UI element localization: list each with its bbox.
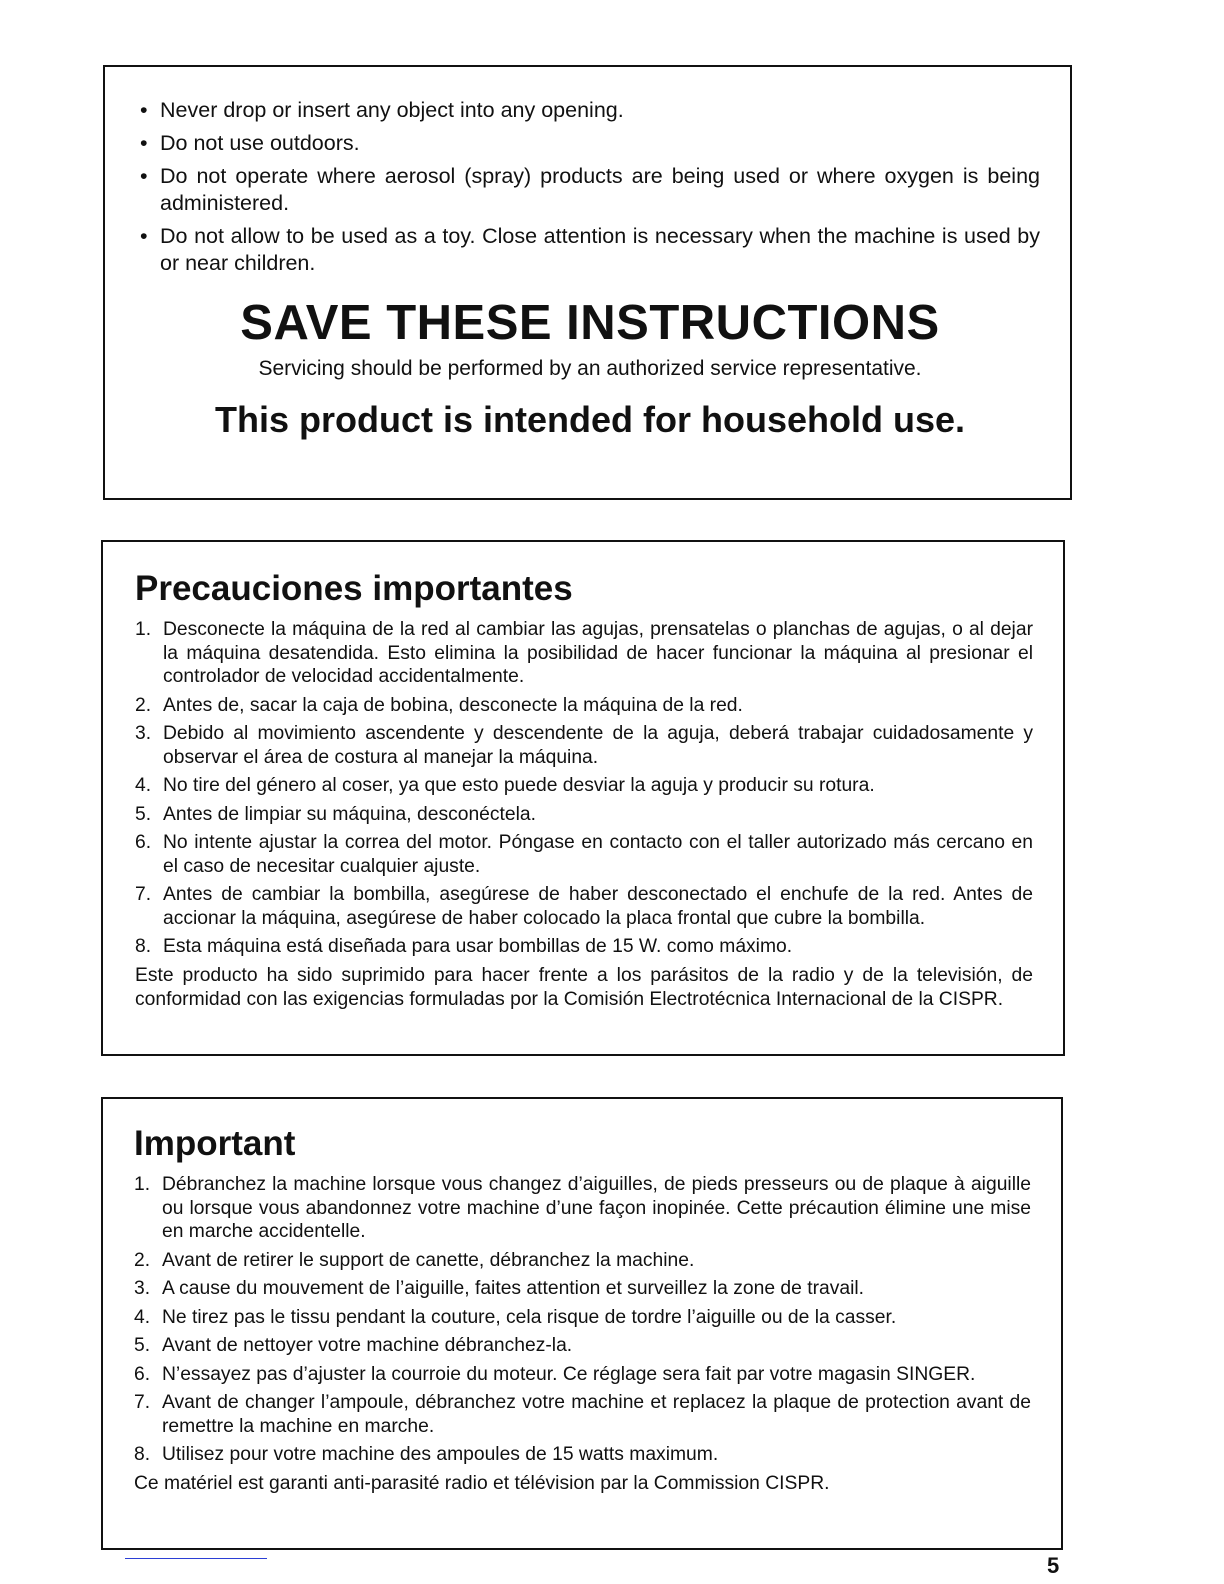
bullet-text: Do not use outdoors.	[160, 131, 360, 155]
list-item	[135, 774, 1033, 798]
item-text: Avant de nettoyer votre machine débranchez-la.	[162, 1335, 573, 1356]
item-text: Antes de, sacar la caja de bobina, desconecte la máquina de la red.	[163, 694, 743, 716]
bullet-item-no-aerosol	[140, 163, 1040, 217]
bullet-dot-icon: •	[140, 164, 148, 188]
household-use-notice: This product is intended for household use.	[214, 399, 966, 440]
list-item	[134, 1173, 1031, 1244]
item-number: 3.	[135, 723, 152, 744]
item-number: 5.	[135, 803, 152, 825]
item-number: 7.	[134, 1392, 151, 1413]
list-item	[134, 1363, 1031, 1387]
bullet-dot-icon: •	[140, 98, 148, 122]
list-item	[134, 1391, 1031, 1438]
item-number: 3.	[134, 1278, 151, 1299]
spanish-heading: Precauciones importantes	[135, 569, 573, 608]
item-text: A cause du mouvement de l’aiguille, faites attention et surveillez la zone de travail.	[162, 1278, 865, 1299]
bullet-text: Do not operate where aerosol (spray) products are being used or where oxygen is being administered.	[160, 164, 1040, 215]
french-important-list	[134, 1173, 1031, 1467]
item-text: Debido al movimiento ascendente y descendente de la aguja, deberá trabajar cuidadosamente y observar el área de costura al manejar la máquina.	[163, 723, 1033, 768]
item-number: 1.	[134, 1174, 151, 1195]
bullet-item-no-insert	[140, 97, 1040, 124]
item-text: Desconecte la máquina de la red al cambiar las agujas, prensatelas o planchas de agujas, o al dejar la máquina desatendida. Esto elimina la posibilidad de hacer funcionar la máquina al presionar el controlador de velocidad accidentalmente.	[163, 619, 1033, 687]
item-text: Avant de changer l’ampoule, débranchez votre machine et replacez la plaque de protection avant de remettre la machine en marche.	[162, 1392, 1031, 1437]
item-text: N’essayez pas d’ajuster la courroie du moteur. Ce réglage sera fait par votre magasin SINGER.	[162, 1363, 976, 1385]
french-heading: Important	[134, 1124, 296, 1163]
item-number: 7.	[135, 884, 152, 905]
list-item	[134, 1334, 1031, 1358]
item-text: Avant de retirer le support de canette, débranchez la machine.	[162, 1249, 695, 1271]
item-number: 8.	[134, 1444, 151, 1465]
item-text: Utilisez pour votre machine des ampoules de 15 watts maximum.	[162, 1444, 719, 1465]
footer-rule	[125, 1558, 267, 1559]
list-item	[135, 831, 1033, 878]
bullet-text: Never drop or insert any object into any opening.	[160, 98, 624, 122]
item-number: 5.	[134, 1335, 151, 1356]
list-item	[134, 1443, 1031, 1467]
bullet-dot-icon: •	[140, 131, 148, 155]
save-instructions-title: SAVE THESE INSTRUCTIONS	[240, 296, 940, 350]
item-text: Antes de limpiar su máquina, desconéctela.	[163, 803, 536, 825]
item-number: 6.	[134, 1363, 151, 1385]
spanish-precautions-list	[135, 618, 1033, 959]
list-item	[135, 935, 1033, 959]
item-number: 4.	[134, 1306, 151, 1328]
spanish-precautions-box	[101, 540, 1065, 1056]
list-item	[135, 694, 1033, 718]
bullet-item-no-toy	[140, 223, 1040, 277]
item-number: 8.	[135, 936, 152, 957]
list-item	[135, 883, 1033, 930]
page-number: 5	[1047, 1553, 1060, 1578]
item-text: No tire del género al coser, ya que esto puede desviar la aguja y producir su rotura.	[163, 775, 875, 796]
list-item	[134, 1306, 1031, 1330]
item-text: Débranchez la machine lorsque vous changez d’aiguilles, de pieds presseurs ou de plaque à aiguille ou lorsque vous abandonnez votre machine d’une façon inopinée. Cette précaution élimine une mise en marche accidentelle.	[162, 1174, 1031, 1242]
item-number: 6.	[135, 832, 152, 853]
list-item	[135, 722, 1033, 769]
bullet-text: Do not allow to be used as a toy. Close attention is necessary when the machine is used by or near children.	[160, 224, 1040, 275]
item-number: 1.	[135, 619, 152, 640]
list-item	[135, 618, 1033, 689]
item-text: Antes de cambiar la bombilla, asegúrese de haber desconectado el enchufe de la red. Antes de accionar la máquina, asegúrese de haber colocado la placa frontal que cubre la bombilla.	[163, 884, 1033, 929]
item-number: 2.	[134, 1249, 151, 1271]
list-item	[135, 803, 1033, 827]
item-number: 2.	[135, 694, 152, 716]
safety-bullet-list	[140, 97, 1040, 277]
english-safety-box	[103, 65, 1072, 500]
spanish-closing-note: Este producto ha sido suprimido para hacer frente a los parásitos de la radio y de la televisión, de conformidad con las exigencias formuladas por la Comisión Electrotécnica Internacional de la CISPR.	[135, 964, 1033, 1010]
list-item	[134, 1249, 1031, 1273]
french-important-box	[101, 1097, 1063, 1550]
item-text: Esta máquina está diseñada para usar bombillas de 15 W. como máximo.	[163, 936, 793, 957]
list-item	[134, 1277, 1031, 1301]
item-text: Ne tirez pas le tissu pendant la couture, cela risque de tordre l’aiguille ou de la casser.	[162, 1306, 897, 1328]
bullet-dot-icon: •	[140, 224, 148, 248]
item-text: No intente ajustar la correa del motor. Póngase en contacto con el taller autorizado más cercano en el caso de necesitar cualquier ajuste.	[163, 832, 1033, 877]
bullet-item-no-outdoors	[140, 130, 1040, 157]
servicing-note: Servicing should be performed by an authorized service representative.	[258, 357, 922, 380]
item-number: 4.	[135, 775, 152, 796]
french-closing-note: Ce matériel est garanti anti-parasité radio et télévision par la Commission CISPR.	[134, 1472, 830, 1494]
